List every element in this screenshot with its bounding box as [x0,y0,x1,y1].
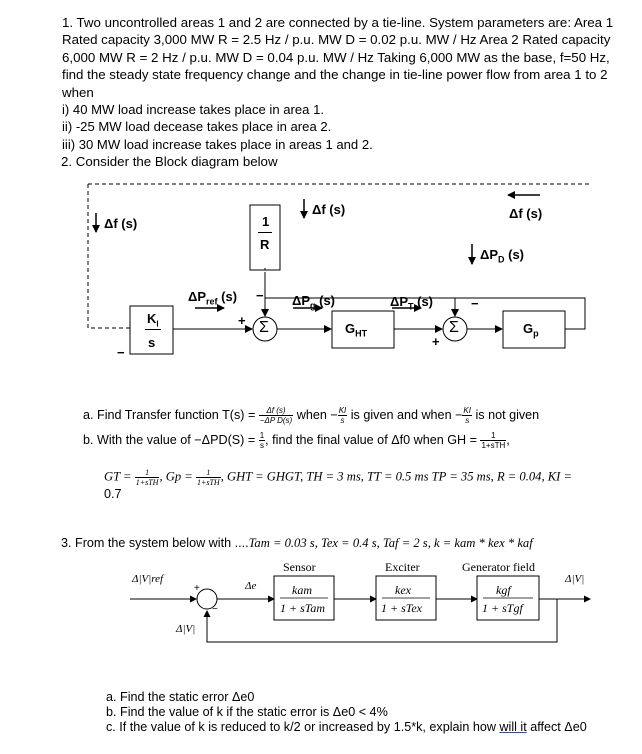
q2-b-text2: , find the final value of Δf0 when GH = [265,432,477,447]
q3-c-post: affect Δe0 [526,720,587,734]
q2-b-text: b. With the value of −ΔPD(S) = [83,432,256,447]
sum3-minus: − [212,604,218,615]
generator-field-title: Generator field [462,560,535,574]
r-num: 1 [262,214,270,229]
exciter-den: 1 + sTex [381,601,422,615]
q3-part-a: a. Find the static error Δe0 [106,690,255,704]
q2-gp-label: , Gp = [159,469,193,484]
v-out-label: Δ|V| [565,573,585,585]
r-den: R [260,237,270,252]
generator-field-den: 1 + sTgf [482,601,523,615]
q2-b-gh-frac: $\frac{1}{\text{1+sTH}}$ [481,431,506,450]
sum2-plus: + [432,334,440,349]
dpg-label: $\Delta P_g$ (s) [292,293,336,311]
q2-a-ki-frac-2: $\frac{KI}{s}$ [463,406,471,425]
exciter-title: Exciter [385,560,420,574]
sum3-plus: + [194,583,200,594]
sensor-title: Sensor [283,560,316,574]
q2-a-fraction: $\frac{\Delta f (s)}{\text{−ΔP D(s)}}$ [259,406,293,425]
gp-label: $G_p$ [523,321,539,339]
exciter-num: kex [395,583,411,597]
v-feedback-label: Δ|V| [176,623,196,635]
q2-heading: 2. Consider the Block diagram below [61,154,278,169]
q2-a-given: is given and when − [350,407,463,422]
q1-item-1: i) 40 MW load increase takes place in area 1. [62,102,325,118]
sum2-minus: − [471,296,479,311]
q2-gp-frac: $\frac{1}{\text{1+sTH}}$ [196,468,220,487]
q2-a-when: when − [296,407,338,422]
q3-c-underlined: will it [499,720,527,734]
generator-field-num: kgf [496,583,511,597]
ki-input-minus: − [117,345,125,360]
sensor-den: 1 + sTam [280,601,326,615]
df-left-label: Δf (s) [104,216,138,231]
q2-a-notgiven: is not given [475,407,540,422]
ki-den: s [148,335,156,350]
q1-item-2: ii) -25 MW load decease takes place in area 2. [62,119,332,135]
q3-part-c [106,720,587,734]
sum1-minus: − [256,288,264,303]
dpd-label: $\Delta P_D$ (s) [480,247,525,265]
sum1-plus: + [238,313,246,328]
dpref-label: $\Delta P_{ref}$ (s) [188,289,238,307]
q3-heading-params: Tam = 0.03 s, Tex = 0.4 s, Taf = 2 s, k = kam * kex * kaf [248,536,533,550]
q2-a-prefix: a. Find Transfer function T(s) = [83,407,256,422]
q2-params-rest: , GHT = GHGT, TH = 3 ms, TT = 0.5 ms TP = 35 ms, R = 0.04, KI = [220,469,573,484]
sensor-num: kam [292,583,312,597]
vref-label: Δ|V|ref [132,573,164,585]
q1-item-3: iii) 30 MW load increase takes place in areas 1 and 2. [62,136,373,152]
ae-label: Δe [245,580,257,592]
sigma-2: Σ [449,319,459,336]
df-right-label: Δf (s) [509,206,543,221]
q3-c-pre: c. If the value of k is reduced to k/2 or increased by 1.5*k, explain how [106,720,500,734]
q2-part-b: b. With the value of −ΔPD(S) = $\frac{1}{s}$ , find the final value of Δf0 when GH = $\frac{1}{\text{1+sTH}}$ , [83,431,510,450]
q2-b-frac: $\frac{1}{s}$ [259,431,265,450]
ght-label: $G_{HT}$ [345,321,368,339]
sigma-1: Σ [259,319,269,336]
q2-params-line2: 0.7 [104,487,122,501]
q2-gt-label: GT = [104,469,132,484]
df-center-label: Δf (s) [312,202,346,217]
q3-part-b: b. Find the value of k if the static error is Δe0 < 4% [106,705,388,719]
q2-gt-frac: $\frac{1}{\text{1+sTH}}$ [135,468,159,487]
q2-a-ki-frac: $\frac{KI}{s}$ [338,406,347,425]
q3-heading-pre: 3. From the system below with .... [61,536,249,550]
q1-intro: 1. Two uncontrolled areas 1 and 2 are connected by a tie-line. System parameters are: Area 1 Rated capacity 3,000 MW R = 2.5 Hz / p.u. MW D = 0.02 p.u. MW / Hz Area 2 Rated capacity 6,000 MW R = 2 Hz / p.u. MW D = 0.04 p.u. MW / Hz Taking 6,000 MW as the base, f=50 Hz, find the steady state frequency change and the change in tie-line power flow from area 1 to 2 when [62,15,614,100]
dpt-label: $\Delta P_T$ (s) [390,294,434,312]
ki-num: $K_I$ [147,311,159,329]
